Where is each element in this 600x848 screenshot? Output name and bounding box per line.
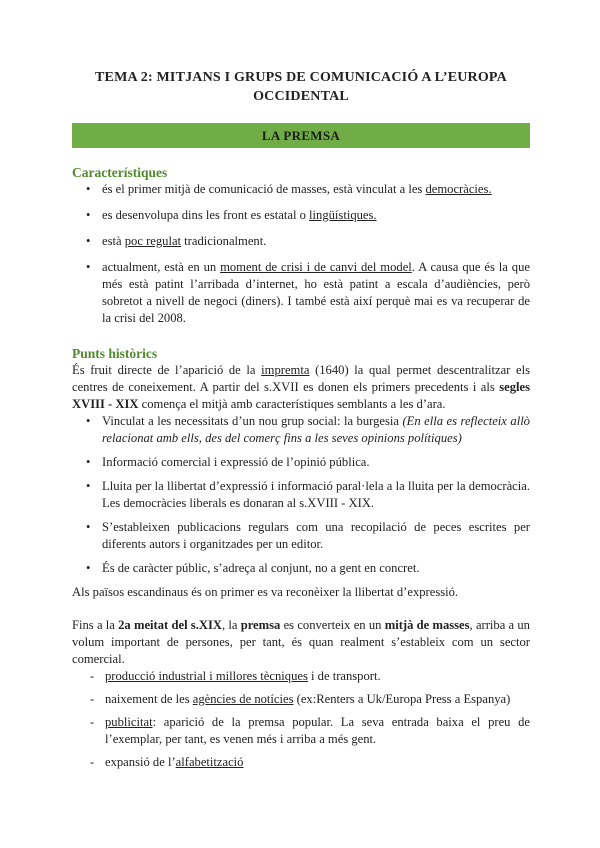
heading-caracteristiques: Característiques — [72, 165, 168, 180]
list-item: • és el primer mitjà de comunicació de masses, està vinculat a les democràcies. — [72, 181, 530, 198]
list-item: - publicitat: aparició de la premsa popular. La seva entrada baixa el preu de l’exemplar, per tant, es venen més i arriba a més gent. — [72, 714, 530, 748]
banner-label: LA PREMSA — [261, 128, 341, 143]
factors-list — [72, 668, 530, 771]
list-item: - naixement de les agències de notícies (ex:Renters a Uk/Europa Press a Espanya) — [72, 691, 530, 708]
list-item: • està poc regulat tradicionalment. — [72, 233, 530, 250]
list-item: • S’estableixen publicacions regulars com una recopilació de peces escrites per diferents autors i organitzades per un editor. — [72, 519, 530, 553]
paragraph-escandinaus: Als països escandinaus és on primer es va reconèixer la llibertat d’expressió. — [72, 585, 459, 599]
list-item: • es desenvolupa dins les front es estatal o lingüístiques. — [72, 207, 530, 224]
list-item: - expansió de l’alfabetització — [72, 754, 530, 771]
paragraph-segle-xix: Fins a la 2a meitat del s.XIX, la premsa es converteix en un mitjà de masses, arriba a un volum important de persones, per tant, és quan realment s’estableix com un sector comercial. — [72, 618, 530, 666]
list-item: • actualment, està en un moment de crisi i de canvi del model. A causa que és la que més està patint l’arribada d’internet, ho està patint a escala d’audiències, però sobretot a nivell de negoci (diners). I també està així perquè mai es va recuperar de la crisi del 2008. — [72, 259, 530, 327]
list-item: • Lluita per la llibertat d’expressió i informació paral·lela a la lluita per la democràcia. Les democràcies liberals es donaran al s.XVIII - XIX. — [72, 478, 530, 512]
list-item: • És de caràcter públic, s’adreça al conjunt, no a gent en concret. — [72, 560, 530, 577]
list-item: • Informació comercial i expressió de l’opinió pública. — [72, 454, 530, 471]
heading-punts-historics: Punts històrics — [72, 346, 158, 361]
intro-paragraph: És fruit directe de l’aparició de la impremta (1640) la qual permet descentralitzar els centres de coneixement. A partir del s.XVII es donen els primers precedents i als segles XVIII - XIX comença el mitjà amb característiques semblants a les d’ara. — [72, 363, 531, 411]
section-banner — [72, 123, 530, 148]
list-item: - producció industrial i millores tècniques i de transport. — [72, 668, 530, 685]
document-page — [72, 68, 530, 777]
list-item: • Vinculat a les necessitats d’un nou grup social: la burgesia (En ella es reflecteix allò relacionat amb ells, des del comerç fins a les seves opinions polítiques) — [72, 413, 530, 447]
document-title: TEMA 2: MITJANS I GRUPS DE COMUNICACIÓ A L’EUROPA OCCIDENTAL — [95, 70, 507, 104]
caracteristiques-list — [72, 181, 530, 327]
punts-historics-list — [72, 413, 530, 577]
